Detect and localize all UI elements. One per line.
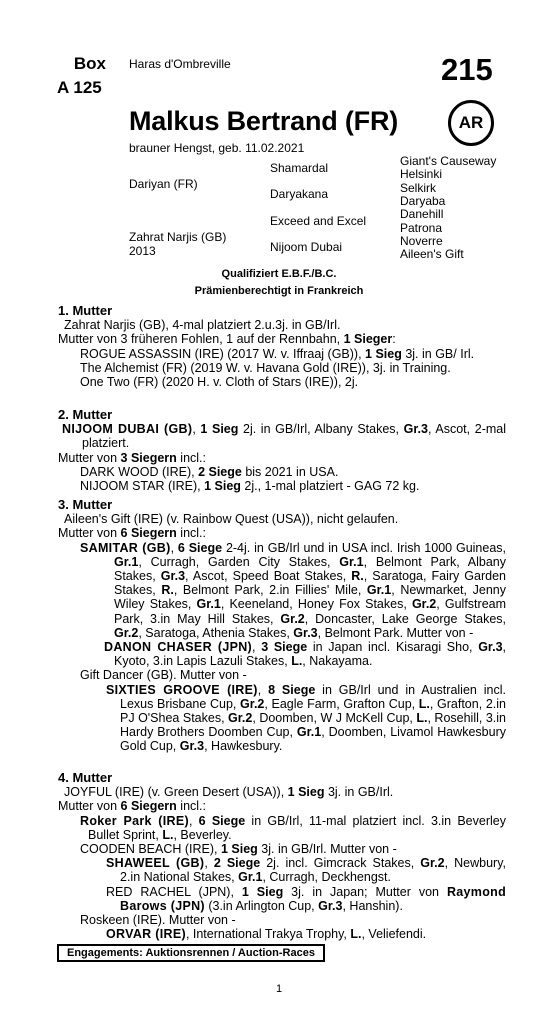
engagements-box: Engagements: Auktionsrennen / Auction-Races — [57, 944, 325, 962]
dam-produce-summary: Mutter von 6 Siegern incl.: — [58, 799, 206, 814]
section-heading: 2. Mutter — [58, 407, 113, 422]
pedigree-dam: Zahrat Narjis (GB) — [129, 230, 227, 244]
produce-entry-roker-park: Roker Park (IRE), 6 Siege in GB/Irl, 11-mal platziert incl. 3.in Beverley Bullet Sprint, L., Beverley. — [80, 813, 506, 842]
pedigree-gen2: Daryakana — [270, 187, 329, 201]
produce-entry-roskeen: Roskeen (IRE). Mutter von - — [80, 913, 236, 928]
pedigree-gen3: Patrona — [400, 221, 443, 235]
page-number: 1 — [275, 983, 283, 995]
breeder: Haras d'Ombreville — [129, 57, 231, 71]
produce-entry: The Alchemist (FR) (2019 W. v. Havana Gold (IRE)), 3j. in Training. — [80, 360, 451, 375]
pedigree-gen3: Noverre — [400, 234, 443, 248]
dam-produce-summary: Mutter von 3 früheren Fohlen, 1 auf der Rennbahn, 1 Sieger: — [58, 332, 396, 347]
pedigree-gen3: Aileen's Gift — [400, 247, 464, 261]
qualification-france: Prämienberechtigt in Frankreich — [194, 285, 364, 297]
produce-entry-red-rachel: RED RACHEL (JPN), 1 Sieg 3j. in Japan; Mutter von Raymond Barows (JPN) (3.in Arlington Cup, Gr.3, Hanshin). — [106, 884, 507, 913]
produce-entry: DARK WOOD (IRE), 2 Siege bis 2021 in USA. — [80, 464, 339, 479]
ar-badge-label: AR — [458, 113, 484, 132]
pedigree-gen2: Shamardal — [270, 161, 329, 175]
box-number: A 125 — [57, 78, 102, 97]
pedigree-gen2: Exceed and Excel — [270, 214, 367, 228]
produce-entry: NIJOOM STAR (IRE), 1 Sieg 2j., 1-mal platziert - GAG 72 kg. — [80, 479, 420, 494]
dam-record: JOYFUL (IRE) (v. Green Desert (USA)), 1 Sieg 3j. in GB/Irl. — [64, 785, 394, 800]
produce-entry-shaweel: SHAWEEL (GB), 2 Siege 2j. incl. Gimcrack Stakes, Gr.2, Newbury, 2.in National Stakes, Gr.1, Curragh, Deckhengst. — [106, 856, 506, 885]
lot-number: 215 — [441, 52, 493, 87]
produce-entry-danon-chaser: DANON CHASER (JPN), 3 Siege in Japan incl. Kisaragi Sho, Gr.3, Kyoto, 3.in Lapis Lazuli Stakes, L., Nakayama. — [104, 640, 507, 669]
produce-entry: One Two (FR) (2020 H. v. Cloth of Stars (IRE)), 2j. — [80, 375, 359, 390]
horse-description: brauner Hengst, geb. 11.02.2021 — [129, 141, 305, 155]
produce-entry-samitar: SAMITAR (GB), 6 Siege 2-4j. in GB/Irl und in USA incl. Irish 1000 Guineas, Gr.1, Curragh, Garden City Stakes, Gr.1, Belmont Park, Albany Stakes, Gr.3, Ascot, Speed Boat Stakes, R., Saratoga, Fairy Garden Stakes, R., Belmont Park, 2.in Fillies' Mile, Gr.1, Newmarket, Jenny Wiley Stakes, Gr.1, Keeneland, Honey Fox Stakes, Gr.2, Gulfstream Park, 3.in May Hill Stakes, Gr.2, Doncaster, Lake George Stakes, Gr.2, Saratoga, Athenia Stakes, Gr.3, Belmont Park. Mutter von - — [80, 540, 507, 640]
box-label: Box — [73, 54, 106, 73]
produce-entry-gift-dancer: Gift Dancer (GB). Mutter von - — [80, 668, 247, 683]
dam-produce-summary: Mutter von 6 Siegern incl.: — [58, 526, 206, 541]
pedigree-gen3: Giant's Causeway — [400, 154, 497, 168]
pedigree-gen3: Danehill — [400, 207, 444, 221]
dam-record: NIJOOM DUBAI (GB), 1 Sieg 2j. in GB/Irl, Albany Stakes, Gr.3, Ascot, 2-mal platziert. — [62, 422, 506, 451]
pedigree-dam-year: 2013 — [129, 244, 156, 258]
dam-produce-summary: Mutter von 3 Siegern incl.: — [58, 450, 206, 465]
section-mutter-1 — [58, 304, 506, 389]
pedigree-gen3: Daryaba — [400, 194, 446, 208]
section-heading: 1. Mutter — [58, 303, 113, 318]
produce-entry-orvar: ORVAR (IRE), International Trakya Trophy, L., Veliefendi. — [106, 927, 427, 942]
section-heading: 3. Mutter — [58, 497, 113, 512]
dam-record: Zahrat Narjis (GB), 4-mal platziert 2.u.3j. in GB/Irl. — [64, 318, 341, 333]
pedigree-gen3: Selkirk — [400, 181, 437, 195]
pedigree-gen3: Helsinki — [400, 167, 443, 181]
ar-badge — [448, 100, 494, 146]
produce-entry: ROGUE ASSASSIN (IRE) (2017 W. v. Iffraaj (GB)), 1 Sieg 3j. in GB/ Irl. — [80, 346, 475, 361]
qualification-ebf: Qualifiziert E.B.F./B.C. — [221, 268, 337, 280]
produce-entry-sixties-groove: SIXTIES GROOVE (IRE), 8 Siege in GB/Irl und in Australien incl. Lexus Brisbane Cup, Gr.2, Eagle Farm, Grafton Cup, L., Grafton, 2.in PJ O'Shea Stakes, Gr.2, Doomben, W J McKell Cup, L., Rosehill, 3.in Hardy Brothers Doomben Cup, Gr.1, Doomben, Livamol Hawkesbury Gold Cup, Gr.3, Hawkesbury. — [106, 682, 506, 754]
horse-name: Malkus Bertrand (FR) — [129, 106, 399, 136]
section-heading: 4. Mutter — [58, 770, 113, 785]
section-mutter-3 — [58, 498, 506, 754]
section-mutter-2 — [58, 408, 506, 493]
pedigree-sire: Dariyan (FR) — [129, 177, 198, 191]
produce-entry-cooden-beach: COODEN BEACH (IRE), 1 Sieg 3j. in GB/Irl. Mutter von - — [80, 842, 397, 857]
pedigree-gen2: Nijoom Dubai — [270, 240, 343, 254]
section-mutter-4 — [58, 771, 506, 941]
dam-record: Aileen's Gift (IRE) (v. Rainbow Quest (USA)), nicht gelaufen. — [64, 512, 399, 527]
